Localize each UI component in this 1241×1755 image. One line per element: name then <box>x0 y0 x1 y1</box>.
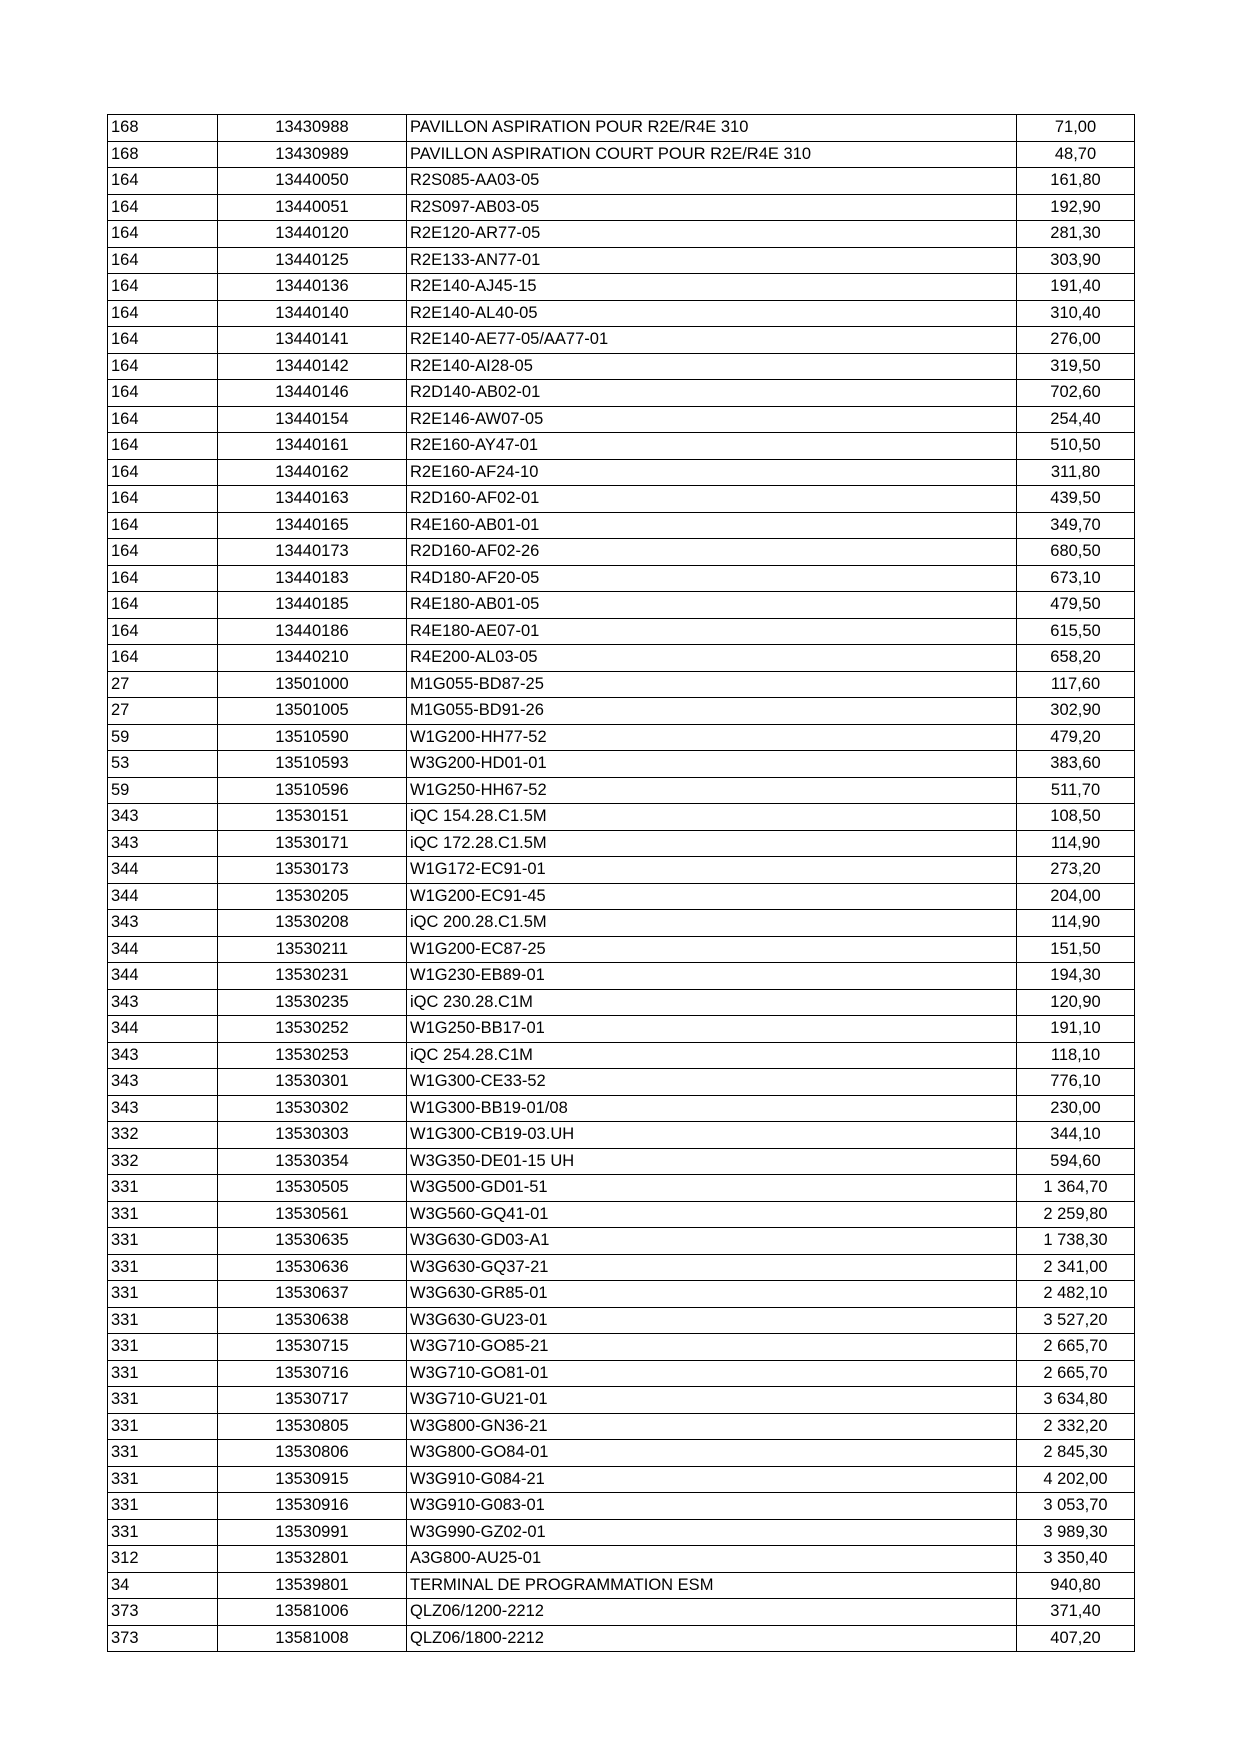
description-cell: R2E140-AI28-05 <box>407 353 1017 380</box>
table-row <box>108 1281 1135 1308</box>
price-cell: 3 053,70 <box>1017 1493 1135 1520</box>
description-cell: iQC 230.28.C1M <box>407 989 1017 1016</box>
reference-cell: 13530638 <box>218 1307 407 1334</box>
description-cell: W1G250-HH67-52 <box>407 777 1017 804</box>
reference-cell: 13440183 <box>218 565 407 592</box>
reference-cell: 13440146 <box>218 380 407 407</box>
description-cell: R2E146-AW07-05 <box>407 406 1017 433</box>
price-cell: 3 350,40 <box>1017 1546 1135 1573</box>
price-cell: 349,70 <box>1017 512 1135 539</box>
reference-cell: 13530637 <box>218 1281 407 1308</box>
price-cell: 673,10 <box>1017 565 1135 592</box>
description-cell: W3G800-GO84-01 <box>407 1440 1017 1467</box>
table-row <box>108 830 1135 857</box>
reference-cell: 13530636 <box>218 1254 407 1281</box>
price-cell: 192,90 <box>1017 194 1135 221</box>
catalog-page-cell: 331 <box>108 1201 218 1228</box>
description-cell: PAVILLON ASPIRATION COURT POUR R2E/R4E 310 <box>407 141 1017 168</box>
catalog-page-cell: 331 <box>108 1307 218 1334</box>
table-row <box>108 353 1135 380</box>
catalog-page-cell: 373 <box>108 1625 218 1652</box>
description-cell: M1G055-BD91-26 <box>407 698 1017 725</box>
reference-cell: 13530301 <box>218 1069 407 1096</box>
table-row <box>108 1519 1135 1546</box>
catalog-page-cell: 164 <box>108 353 218 380</box>
catalog-page-cell: 344 <box>108 857 218 884</box>
catalog-page-cell: 164 <box>108 327 218 354</box>
reference-cell: 13440050 <box>218 168 407 195</box>
table-row <box>108 1148 1135 1175</box>
catalog-page-cell: 164 <box>108 300 218 327</box>
catalog-page-cell: 164 <box>108 194 218 221</box>
catalog-page-cell: 34 <box>108 1572 218 1599</box>
reference-cell: 13440140 <box>218 300 407 327</box>
table-row <box>108 539 1135 566</box>
table-row <box>108 1413 1135 1440</box>
description-cell: W3G350-DE01-15 UH <box>407 1148 1017 1175</box>
description-cell: W3G910-G084-21 <box>407 1466 1017 1493</box>
price-cell: 120,90 <box>1017 989 1135 1016</box>
reference-cell: 13532801 <box>218 1546 407 1573</box>
table-row <box>108 724 1135 751</box>
description-cell: PAVILLON ASPIRATION POUR R2E/R4E 310 <box>407 115 1017 142</box>
catalog-page-cell: 27 <box>108 671 218 698</box>
price-cell: 108,50 <box>1017 804 1135 831</box>
catalog-page-cell: 331 <box>108 1228 218 1255</box>
reference-cell: 13440173 <box>218 539 407 566</box>
catalog-page-cell: 164 <box>108 645 218 672</box>
catalog-page-cell: 343 <box>108 804 218 831</box>
table-row <box>108 592 1135 619</box>
table-row <box>108 141 1135 168</box>
price-cell: 383,60 <box>1017 751 1135 778</box>
reference-cell: 13530171 <box>218 830 407 857</box>
description-cell: R2E140-AL40-05 <box>407 300 1017 327</box>
description-cell: R4E180-AB01-05 <box>407 592 1017 619</box>
table-row <box>108 459 1135 486</box>
price-cell: 204,00 <box>1017 883 1135 910</box>
reference-cell: 13501005 <box>218 698 407 725</box>
table-row <box>108 406 1135 433</box>
description-cell: iQC 254.28.C1M <box>407 1042 1017 1069</box>
catalog-page-cell: 331 <box>108 1281 218 1308</box>
table-row <box>108 1387 1135 1414</box>
price-cell: 3 634,80 <box>1017 1387 1135 1414</box>
table-row <box>108 1228 1135 1255</box>
price-cell: 658,20 <box>1017 645 1135 672</box>
reference-cell: 13530303 <box>218 1122 407 1149</box>
description-cell: W1G200-HH77-52 <box>407 724 1017 751</box>
description-cell: iQC 154.28.C1.5M <box>407 804 1017 831</box>
price-list-body <box>108 115 1135 1652</box>
price-cell: 4 202,00 <box>1017 1466 1135 1493</box>
price-cell: 273,20 <box>1017 857 1135 884</box>
catalog-page-cell: 331 <box>108 1387 218 1414</box>
table-row <box>108 751 1135 778</box>
table-row <box>108 1599 1135 1626</box>
table-row <box>108 910 1135 937</box>
reference-cell: 13510593 <box>218 751 407 778</box>
reference-cell: 13530302 <box>218 1095 407 1122</box>
reference-cell: 13581006 <box>218 1599 407 1626</box>
reference-cell: 13440186 <box>218 618 407 645</box>
description-cell: R2E140-AE77-05/AA77-01 <box>407 327 1017 354</box>
table-row <box>108 804 1135 831</box>
price-cell: 776,10 <box>1017 1069 1135 1096</box>
table-row <box>108 963 1135 990</box>
catalog-page-cell: 332 <box>108 1122 218 1149</box>
reference-cell: 13530253 <box>218 1042 407 1069</box>
catalog-page-cell: 331 <box>108 1254 218 1281</box>
reference-cell: 13530208 <box>218 910 407 937</box>
table-row <box>108 1095 1135 1122</box>
description-cell: W1G250-BB17-01 <box>407 1016 1017 1043</box>
price-cell: 2 341,00 <box>1017 1254 1135 1281</box>
catalog-page-cell: 331 <box>108 1466 218 1493</box>
table-row <box>108 327 1135 354</box>
reference-cell: 13440120 <box>218 221 407 248</box>
description-cell: R2D160-AF02-26 <box>407 539 1017 566</box>
price-cell: 615,50 <box>1017 618 1135 645</box>
reference-cell: 13530151 <box>218 804 407 831</box>
price-cell: 194,30 <box>1017 963 1135 990</box>
reference-cell: 13530991 <box>218 1519 407 1546</box>
catalog-page-cell: 164 <box>108 433 218 460</box>
catalog-page-cell: 344 <box>108 883 218 910</box>
catalog-page-cell: 168 <box>108 115 218 142</box>
reference-cell: 13440051 <box>218 194 407 221</box>
reference-cell: 13539801 <box>218 1572 407 1599</box>
table-row <box>108 168 1135 195</box>
description-cell: W1G200-EC91-45 <box>407 883 1017 910</box>
description-cell: R2E160-AY47-01 <box>407 433 1017 460</box>
catalog-page-cell: 344 <box>108 936 218 963</box>
catalog-page-cell: 373 <box>108 1599 218 1626</box>
description-cell: W1G300-CB19-03.UH <box>407 1122 1017 1149</box>
price-cell: 3 989,30 <box>1017 1519 1135 1546</box>
catalog-page-cell: 343 <box>108 830 218 857</box>
catalog-page-cell: 331 <box>108 1493 218 1520</box>
price-cell: 71,00 <box>1017 115 1135 142</box>
table-row <box>108 512 1135 539</box>
price-cell: 702,60 <box>1017 380 1135 407</box>
table-row <box>108 671 1135 698</box>
description-cell: W1G230-EB89-01 <box>407 963 1017 990</box>
catalog-page-cell: 164 <box>108 274 218 301</box>
table-row <box>108 1042 1135 1069</box>
table-row <box>108 565 1135 592</box>
catalog-page-cell: 164 <box>108 618 218 645</box>
price-cell: 311,80 <box>1017 459 1135 486</box>
price-cell: 302,90 <box>1017 698 1135 725</box>
reference-cell: 13530211 <box>218 936 407 963</box>
table-row <box>108 1625 1135 1652</box>
description-cell: TERMINAL DE PROGRAMMATION ESM <box>407 1572 1017 1599</box>
table-row <box>108 1572 1135 1599</box>
description-cell: M1G055-BD87-25 <box>407 671 1017 698</box>
description-cell: R2S085-AA03-05 <box>407 168 1017 195</box>
description-cell: W3G560-GQ41-01 <box>407 1201 1017 1228</box>
catalog-page-cell: 164 <box>108 592 218 619</box>
price-cell: 371,40 <box>1017 1599 1135 1626</box>
description-cell: R2S097-AB03-05 <box>407 194 1017 221</box>
price-cell: 344,10 <box>1017 1122 1135 1149</box>
description-cell: A3G800-AU25-01 <box>407 1546 1017 1573</box>
catalog-page-cell: 343 <box>108 1042 218 1069</box>
price-cell: 1 738,30 <box>1017 1228 1135 1255</box>
catalog-page-cell: 343 <box>108 1069 218 1096</box>
price-cell: 680,50 <box>1017 539 1135 566</box>
catalog-page-cell: 331 <box>108 1413 218 1440</box>
reference-cell: 13440161 <box>218 433 407 460</box>
table-row <box>108 857 1135 884</box>
table-row <box>108 194 1135 221</box>
reference-cell: 13530231 <box>218 963 407 990</box>
description-cell: W3G500-GD01-51 <box>407 1175 1017 1202</box>
description-cell: W3G630-GU23-01 <box>407 1307 1017 1334</box>
catalog-page-cell: 168 <box>108 141 218 168</box>
description-cell: W3G990-GZ02-01 <box>407 1519 1017 1546</box>
price-cell: 2 259,80 <box>1017 1201 1135 1228</box>
price-cell: 3 527,20 <box>1017 1307 1135 1334</box>
description-cell: R2E133-AN77-01 <box>407 247 1017 274</box>
table-row <box>108 300 1135 327</box>
reference-cell: 13501000 <box>218 671 407 698</box>
table-row <box>108 1546 1135 1573</box>
table-row <box>108 1334 1135 1361</box>
table-row <box>108 777 1135 804</box>
catalog-page-cell: 164 <box>108 459 218 486</box>
description-cell: W3G710-GO85-21 <box>407 1334 1017 1361</box>
reference-cell: 13440165 <box>218 512 407 539</box>
reference-cell: 13530716 <box>218 1360 407 1387</box>
reference-cell: 13530915 <box>218 1466 407 1493</box>
table-row <box>108 1307 1135 1334</box>
description-cell: W3G630-GR85-01 <box>407 1281 1017 1308</box>
table-row <box>108 989 1135 1016</box>
table-row <box>108 115 1135 142</box>
table-row <box>108 698 1135 725</box>
description-cell: R2E140-AJ45-15 <box>407 274 1017 301</box>
price-cell: 2 845,30 <box>1017 1440 1135 1467</box>
price-cell: 191,10 <box>1017 1016 1135 1043</box>
reference-cell: 13430989 <box>218 141 407 168</box>
price-cell: 2 332,20 <box>1017 1413 1135 1440</box>
description-cell: W3G630-GQ37-21 <box>407 1254 1017 1281</box>
description-cell: W3G800-GN36-21 <box>407 1413 1017 1440</box>
reference-cell: 13440162 <box>218 459 407 486</box>
price-cell: 1 364,70 <box>1017 1175 1135 1202</box>
table-row <box>108 247 1135 274</box>
catalog-page-cell: 164 <box>108 221 218 248</box>
description-cell: iQC 172.28.C1.5M <box>407 830 1017 857</box>
table-row <box>108 1016 1135 1043</box>
description-cell: QLZ06/1200-2212 <box>407 1599 1017 1626</box>
price-cell: 151,50 <box>1017 936 1135 963</box>
reference-cell: 13530235 <box>218 989 407 1016</box>
table-row <box>108 433 1135 460</box>
catalog-page-cell: 164 <box>108 247 218 274</box>
table-row <box>108 274 1135 301</box>
reference-cell: 13530252 <box>218 1016 407 1043</box>
price-cell: 310,40 <box>1017 300 1135 327</box>
price-list-table <box>107 114 1135 1652</box>
catalog-page-cell: 59 <box>108 724 218 751</box>
reference-cell: 13530561 <box>218 1201 407 1228</box>
reference-cell: 13440154 <box>218 406 407 433</box>
description-cell: W3G200-HD01-01 <box>407 751 1017 778</box>
reference-cell: 13530505 <box>218 1175 407 1202</box>
catalog-page-cell: 331 <box>108 1175 218 1202</box>
price-cell: 2 482,10 <box>1017 1281 1135 1308</box>
description-cell: R2E120-AR77-05 <box>407 221 1017 248</box>
catalog-page-cell: 27 <box>108 698 218 725</box>
table-row <box>108 486 1135 513</box>
table-row <box>108 221 1135 248</box>
catalog-page-cell: 331 <box>108 1519 218 1546</box>
description-cell: W3G710-GU21-01 <box>407 1387 1017 1414</box>
description-cell: W3G910-G083-01 <box>407 1493 1017 1520</box>
reference-cell: 13510596 <box>218 777 407 804</box>
catalog-page-cell: 164 <box>108 380 218 407</box>
price-cell: 510,50 <box>1017 433 1135 460</box>
price-cell: 407,20 <box>1017 1625 1135 1652</box>
table-row <box>108 1440 1135 1467</box>
price-cell: 276,00 <box>1017 327 1135 354</box>
price-cell: 191,40 <box>1017 274 1135 301</box>
description-cell: W1G300-CE33-52 <box>407 1069 1017 1096</box>
catalog-page-cell: 164 <box>108 565 218 592</box>
table-row <box>108 1069 1135 1096</box>
reference-cell: 13440141 <box>218 327 407 354</box>
catalog-page-cell: 344 <box>108 963 218 990</box>
price-cell: 511,70 <box>1017 777 1135 804</box>
catalog-page-cell: 343 <box>108 1095 218 1122</box>
price-cell: 117,60 <box>1017 671 1135 698</box>
reference-cell: 13530205 <box>218 883 407 910</box>
description-cell: W3G710-GO81-01 <box>407 1360 1017 1387</box>
catalog-page-cell: 312 <box>108 1546 218 1573</box>
description-cell: W3G630-GD03-A1 <box>407 1228 1017 1255</box>
catalog-page-cell: 164 <box>108 486 218 513</box>
description-cell: W1G200-EC87-25 <box>407 936 1017 963</box>
table-row <box>108 936 1135 963</box>
description-cell: W1G300-BB19-01/08 <box>407 1095 1017 1122</box>
catalog-page-cell: 164 <box>108 406 218 433</box>
reference-cell: 13440163 <box>218 486 407 513</box>
description-cell: R4D180-AF20-05 <box>407 565 1017 592</box>
price-cell: 114,90 <box>1017 910 1135 937</box>
reference-cell: 13430988 <box>218 115 407 142</box>
price-cell: 479,50 <box>1017 592 1135 619</box>
price-cell: 319,50 <box>1017 353 1135 380</box>
table-row <box>108 1466 1135 1493</box>
description-cell: R2E160-AF24-10 <box>407 459 1017 486</box>
catalog-page-cell: 164 <box>108 539 218 566</box>
table-row <box>108 1254 1135 1281</box>
price-cell: 114,90 <box>1017 830 1135 857</box>
description-cell: R2D140-AB02-01 <box>407 380 1017 407</box>
catalog-page-cell: 343 <box>108 989 218 1016</box>
reference-cell: 13530916 <box>218 1493 407 1520</box>
table-row <box>108 380 1135 407</box>
catalog-page-cell: 53 <box>108 751 218 778</box>
reference-cell: 13530715 <box>218 1334 407 1361</box>
catalog-page-cell: 344 <box>108 1016 218 1043</box>
catalog-page-cell: 331 <box>108 1334 218 1361</box>
reference-cell: 13440185 <box>218 592 407 619</box>
price-cell: 940,80 <box>1017 1572 1135 1599</box>
table-row <box>108 645 1135 672</box>
reference-cell: 13581008 <box>218 1625 407 1652</box>
description-cell: R4E200-AL03-05 <box>407 645 1017 672</box>
reference-cell: 13440125 <box>218 247 407 274</box>
price-cell: 118,10 <box>1017 1042 1135 1069</box>
catalog-page-cell: 331 <box>108 1440 218 1467</box>
price-cell: 254,40 <box>1017 406 1135 433</box>
reference-cell: 13530635 <box>218 1228 407 1255</box>
price-cell: 2 665,70 <box>1017 1360 1135 1387</box>
description-cell: QLZ06/1800-2212 <box>407 1625 1017 1652</box>
price-cell: 281,30 <box>1017 221 1135 248</box>
price-cell: 439,50 <box>1017 486 1135 513</box>
price-cell: 230,00 <box>1017 1095 1135 1122</box>
catalog-page-cell: 164 <box>108 168 218 195</box>
price-cell: 2 665,70 <box>1017 1334 1135 1361</box>
table-row <box>108 618 1135 645</box>
price-cell: 303,90 <box>1017 247 1135 274</box>
reference-cell: 13440210 <box>218 645 407 672</box>
description-cell: R4E160-AB01-01 <box>407 512 1017 539</box>
reference-cell: 13510590 <box>218 724 407 751</box>
catalog-page-cell: 332 <box>108 1148 218 1175</box>
description-cell: W1G172-EC91-01 <box>407 857 1017 884</box>
table-row <box>108 883 1135 910</box>
table-row <box>108 1360 1135 1387</box>
reference-cell: 13440142 <box>218 353 407 380</box>
reference-cell: 13530717 <box>218 1387 407 1414</box>
catalog-page-cell: 343 <box>108 910 218 937</box>
table-row <box>108 1122 1135 1149</box>
description-cell: R2D160-AF02-01 <box>407 486 1017 513</box>
reference-cell: 13530806 <box>218 1440 407 1467</box>
table-row <box>108 1175 1135 1202</box>
price-cell: 161,80 <box>1017 168 1135 195</box>
price-cell: 48,70 <box>1017 141 1135 168</box>
price-cell: 594,60 <box>1017 1148 1135 1175</box>
reference-cell: 13440136 <box>218 274 407 301</box>
table-row <box>108 1201 1135 1228</box>
description-cell: iQC 200.28.C1.5M <box>407 910 1017 937</box>
description-cell: R4E180-AE07-01 <box>407 618 1017 645</box>
reference-cell: 13530354 <box>218 1148 407 1175</box>
catalog-page-cell: 164 <box>108 512 218 539</box>
catalog-page-cell: 59 <box>108 777 218 804</box>
reference-cell: 13530805 <box>218 1413 407 1440</box>
price-cell: 479,20 <box>1017 724 1135 751</box>
catalog-page-cell: 331 <box>108 1360 218 1387</box>
reference-cell: 13530173 <box>218 857 407 884</box>
table-row <box>108 1493 1135 1520</box>
